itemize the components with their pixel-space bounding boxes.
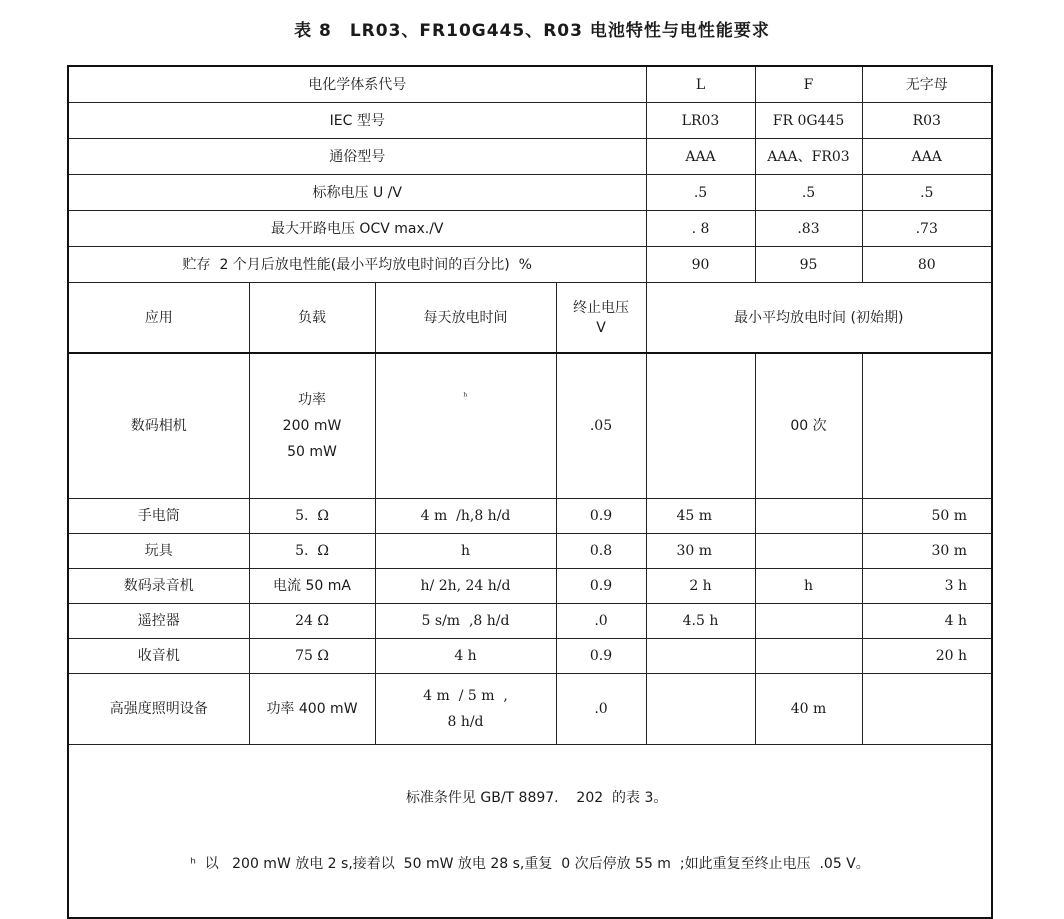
row-label: 电化学体系代号 bbox=[68, 66, 646, 103]
table-cell: 90 bbox=[646, 247, 755, 283]
table-cell: AAA bbox=[862, 139, 992, 175]
table-row bbox=[68, 175, 992, 211]
table-cell bbox=[862, 353, 992, 499]
table-cell bbox=[862, 674, 992, 745]
table-row bbox=[68, 353, 992, 499]
row-label: 通俗型号 bbox=[68, 139, 646, 175]
table-cell: 30 m bbox=[646, 534, 755, 569]
table-cell: 5. Ω bbox=[249, 534, 375, 569]
table-row bbox=[68, 604, 992, 639]
table-cell: .5 bbox=[862, 175, 992, 211]
table-cell: 5. Ω bbox=[249, 499, 375, 534]
table-cell: 数码录音机 bbox=[68, 569, 249, 604]
table-cell bbox=[755, 604, 862, 639]
table-cell: h/ 2h, 24 h/d bbox=[375, 569, 556, 604]
table-cell: 0.9 bbox=[556, 639, 646, 674]
table-cell: AAA bbox=[646, 139, 755, 175]
table-cell: 功率 200 mW 50 mW bbox=[249, 353, 375, 499]
table-cell: .0 bbox=[556, 604, 646, 639]
table-cell: . 8 bbox=[646, 211, 755, 247]
footnote-a: 标准条件见 GB/T 8897. 202 的表 3。 bbox=[392, 790, 668, 806]
table-cell: 80 bbox=[862, 247, 992, 283]
table-cell: h bbox=[755, 569, 862, 604]
table-header-row bbox=[68, 283, 992, 354]
table-cell: 4 m /h,8 h/d bbox=[375, 499, 556, 534]
column-header: 最小平均放电时间 (初始期) bbox=[646, 283, 992, 354]
table-cell bbox=[755, 534, 862, 569]
table-cell: F bbox=[755, 66, 862, 103]
table-cell: 电流 50 mA bbox=[249, 569, 375, 604]
table-cell: ʰ bbox=[375, 353, 556, 499]
table-cell: .73 bbox=[862, 211, 992, 247]
table-row bbox=[68, 534, 992, 569]
table-cell: 无字母 bbox=[862, 66, 992, 103]
row-label: 标称电压 U /V bbox=[68, 175, 646, 211]
table-row bbox=[68, 66, 992, 103]
column-header: 每天放电时间 bbox=[375, 283, 556, 354]
table-cell: 高强度照明设备 bbox=[68, 674, 249, 745]
table-cell bbox=[646, 674, 755, 745]
table-row bbox=[68, 499, 992, 534]
table-cell: LR03 bbox=[646, 103, 755, 139]
row-label: 最大开路电压 OCV max./V bbox=[68, 211, 646, 247]
table-cell: .5 bbox=[755, 175, 862, 211]
table-cell: 0.9 bbox=[556, 499, 646, 534]
table-cell: 00 次 bbox=[755, 353, 862, 499]
table-cell: 40 m bbox=[755, 674, 862, 745]
column-header: 负载 bbox=[249, 283, 375, 354]
table-cell: 玩具 bbox=[68, 534, 249, 569]
column-header: 终止电压 V bbox=[556, 283, 646, 354]
table-row bbox=[68, 674, 992, 745]
table-cell: 4.5 h bbox=[646, 604, 755, 639]
row-label: IEC 型号 bbox=[68, 103, 646, 139]
table-cell: .83 bbox=[755, 211, 862, 247]
table-cell: 20 h bbox=[862, 639, 992, 674]
table-cell: 2 h bbox=[646, 569, 755, 604]
table-row bbox=[68, 103, 992, 139]
table-cell: 30 m bbox=[862, 534, 992, 569]
table-row bbox=[68, 211, 992, 247]
table-cell: R03 bbox=[862, 103, 992, 139]
page-title: 表 8 LR03、FR10G445、R03 电池特性与电性能要求 bbox=[294, 21, 770, 41]
table-cell: h bbox=[375, 534, 556, 569]
table-row bbox=[68, 569, 992, 604]
column-header: 应用 bbox=[68, 283, 249, 354]
table-cell: .0 bbox=[556, 674, 646, 745]
table-cell: 手电筒 bbox=[68, 499, 249, 534]
table-cell: 遥控器 bbox=[68, 604, 249, 639]
table-cell bbox=[646, 639, 755, 674]
table-cell: 0.9 bbox=[556, 569, 646, 604]
table-cell: 3 h bbox=[862, 569, 992, 604]
table-cell: 5 s/m ,8 h/d bbox=[375, 604, 556, 639]
table-cell: FR 0G445 bbox=[755, 103, 862, 139]
table-cell: 功率 400 mW bbox=[249, 674, 375, 745]
table-cell: 50 m bbox=[862, 499, 992, 534]
table-cell bbox=[755, 639, 862, 674]
table-cell: 24 Ω bbox=[249, 604, 375, 639]
row-label: 贮存 2 个月后放电性能(最小平均放电时间的百分比) % bbox=[68, 247, 646, 283]
table-row bbox=[68, 639, 992, 674]
table-cell: 45 m bbox=[646, 499, 755, 534]
table-row bbox=[68, 139, 992, 175]
table-cell bbox=[646, 353, 755, 499]
footnote-row bbox=[68, 745, 992, 919]
table-cell: .5 bbox=[646, 175, 755, 211]
footnote-b: ʰ 以 200 mW 放电 2 s,接着以 50 mW 放电 28 s,重复 0 次后停放 55 m ;如此重复至终止电压 .05 V。 bbox=[190, 856, 870, 872]
table-cell: AAA、FR03 bbox=[755, 139, 862, 175]
table-cell: 4 h bbox=[862, 604, 992, 639]
table-cell: 95 bbox=[755, 247, 862, 283]
table-cell: 75 Ω bbox=[249, 639, 375, 674]
table-cell: .05 bbox=[556, 353, 646, 499]
table-cell: 收音机 bbox=[68, 639, 249, 674]
table-cell: 0.8 bbox=[556, 534, 646, 569]
table-cell: 4 m / 5 m , 8 h/d bbox=[375, 674, 556, 745]
battery-spec-table bbox=[67, 65, 993, 919]
table-cell: L bbox=[646, 66, 755, 103]
footnotes bbox=[68, 745, 992, 919]
table-row bbox=[68, 247, 992, 283]
table-cell bbox=[755, 499, 862, 534]
table-cell: 4 h bbox=[375, 639, 556, 674]
table-cell: 数码相机 bbox=[68, 353, 249, 499]
